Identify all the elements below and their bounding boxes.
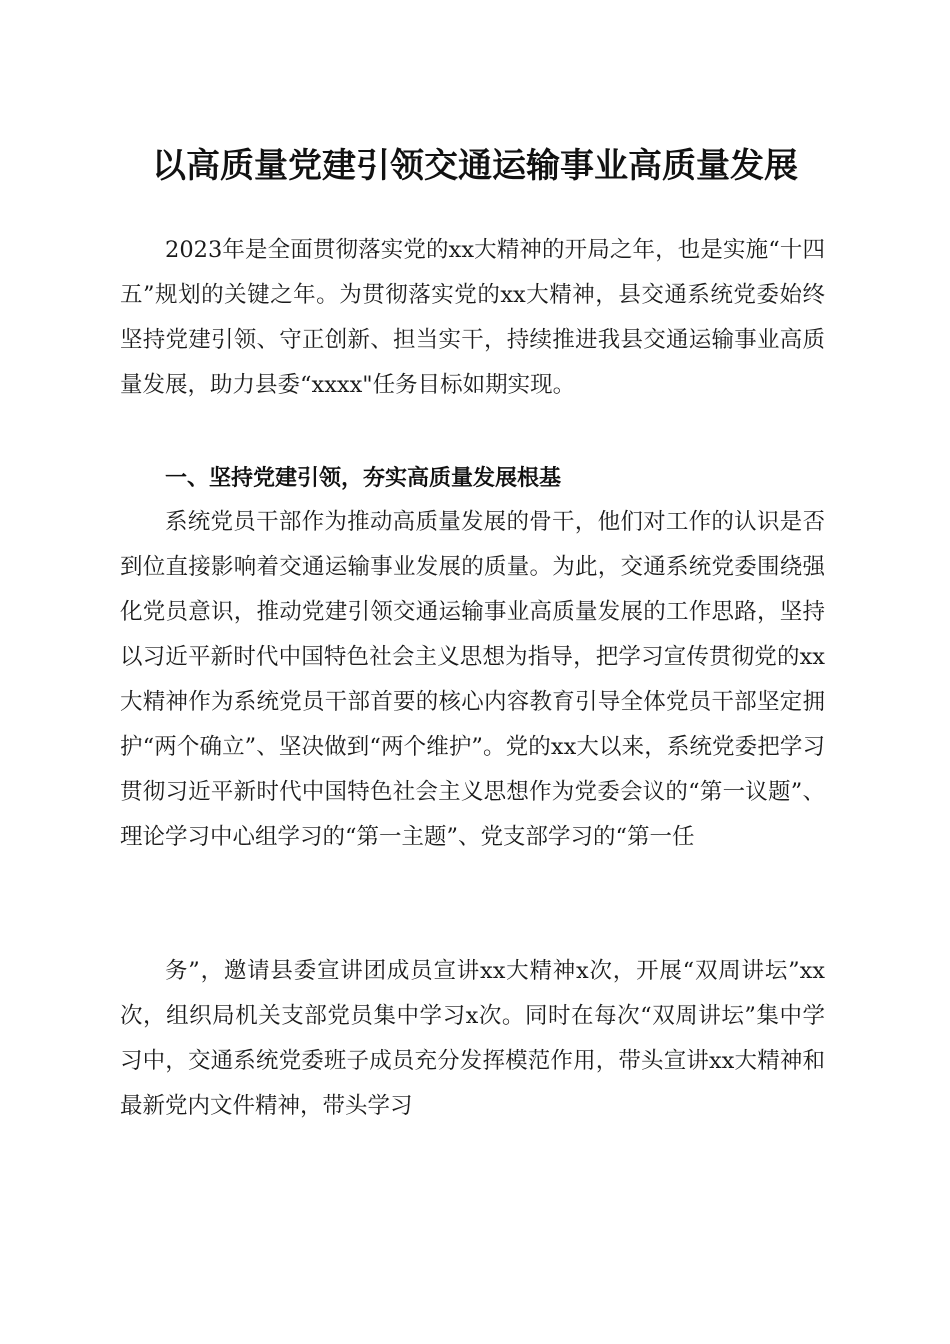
section-heading-1: 一、坚持党建引领，夯实高质量发展根基 bbox=[165, 466, 562, 491]
paragraph-section-1b: 务”，邀请县委宣讲团成员宣讲xx大精神x次，开展“双周讲坛”xx次，组织局机关支部党员集中学习x次。同时在每次“双周讲坛”集中学习中，交通系统党委班子成员充分发挥模范作用，带头宣讲xx大精神和最新党内文件精神，带头学习 bbox=[120, 958, 825, 1119]
paragraph-intro: 2023年是全面贯彻落实党的xx大精神的开局之年，也是实施“十四五”规划的关键之年。为贯彻落实党的xx大精神，县交通系统党委始终坚持党建引领、守正创新、担当实干，持续推进我县交通运输事业高质量发展，助力县委“xxxx"任务目标如期实现。 bbox=[120, 237, 825, 398]
document-title: 以高质量党建引领交通运输事业高质量发展 bbox=[152, 146, 798, 186]
paragraph-section-1a: 系统党员干部作为推动高质量发展的骨干，他们对工作的认识是否到位直接影响着交通运输事业发展的质量。为此，交通系统党委围绕强化党员意识，推动党建引领交通运输事业高质量发展的工作思路，坚持以习近平新时代中国特色社会主义思想为指导，把学习宣传贯彻党的xx大精神作为系统党员干部首要的核心内容教育引导全体党员干部坚定拥护“两个确立”、坚决做到“两个维护”。党的xx大以来，系统党委把学习贯彻习近平新时代中国特色社会主义思想作为党委会议的“第一议题”、理论学习中心组学习的“第一主题”、党支部学习的“第一任 bbox=[120, 509, 825, 850]
